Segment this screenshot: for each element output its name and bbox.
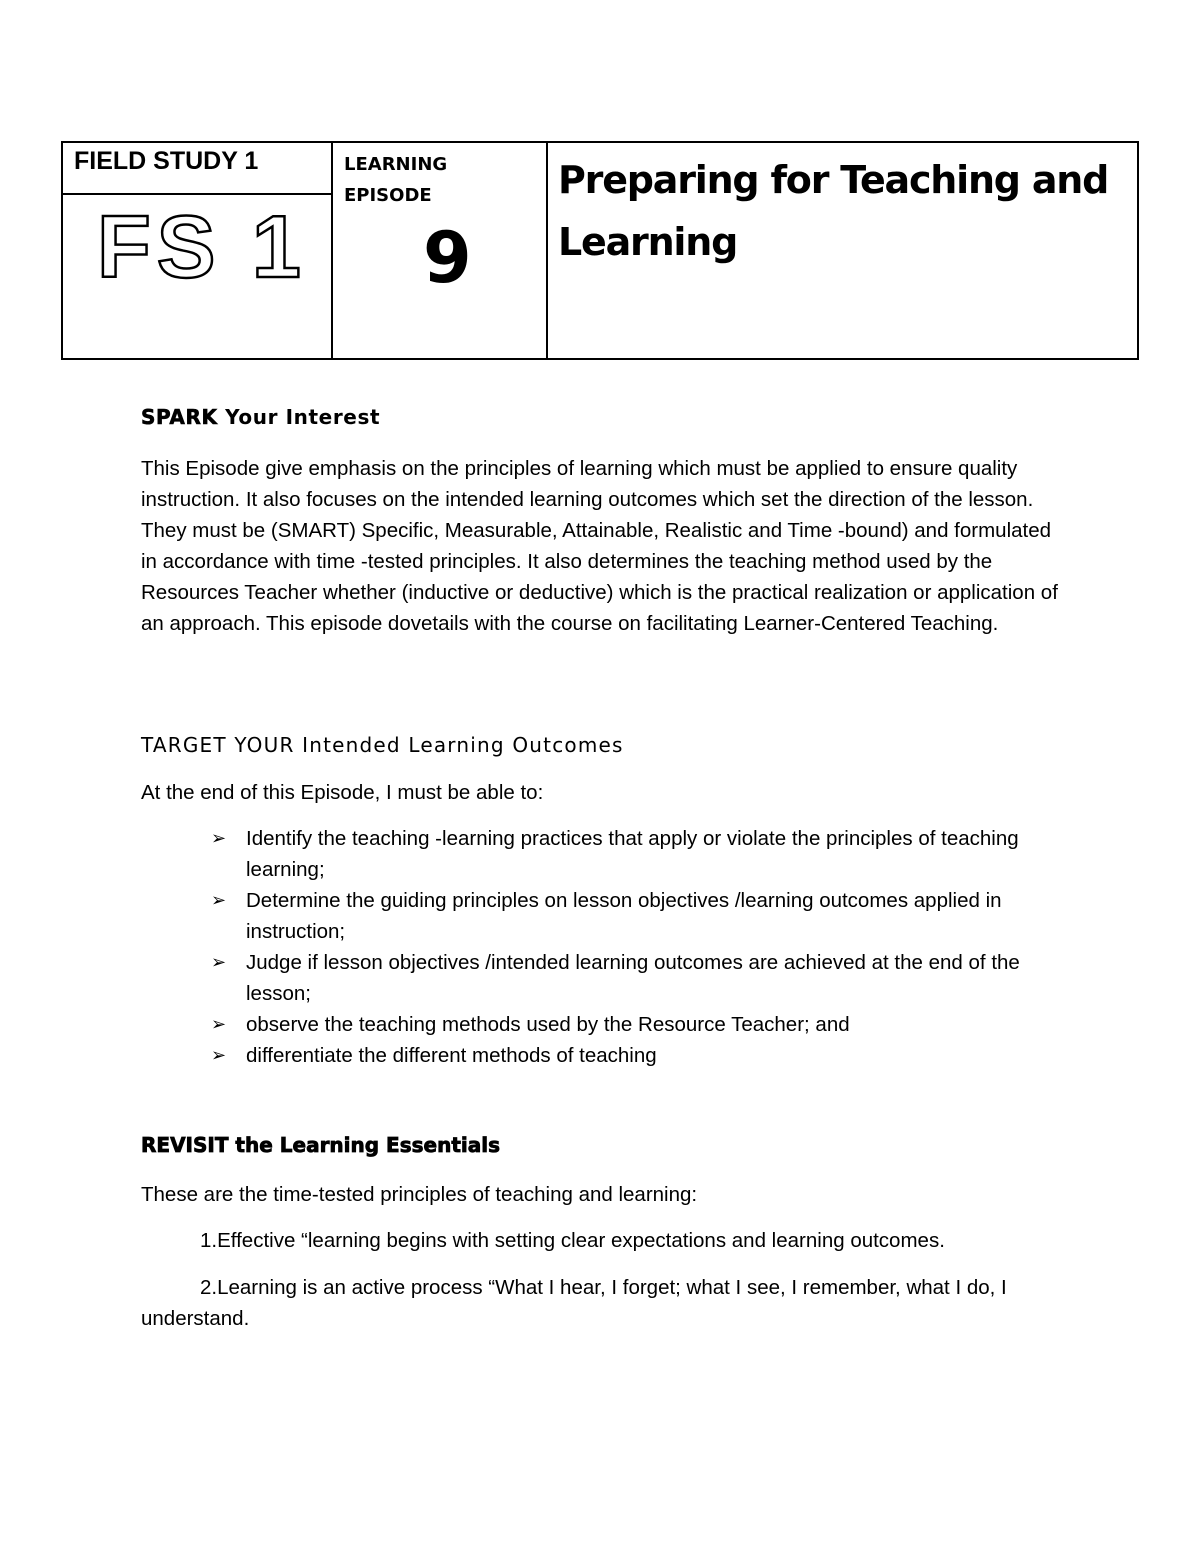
episode-label: LEARNING EPISODE — [344, 154, 448, 206]
target-lead: At the end of this Episode, I must be able to: — [141, 781, 544, 804]
title-cell — [548, 143, 1137, 358]
fs-badge: FS 1 — [97, 197, 307, 296]
outcome-text: Judge if lesson objectives /intended learning outcomes are achieved at the end of the lesson; — [246, 951, 1020, 1005]
spark-paragraph: This Episode give emphasis on the principles of learning which must be applied to ensure quality instruction. It also focuses on the intended learning outcomes which set the direction of the lesson. They must be (SMART) Specific, Measurable, Attainable, Realistic and Time -bound) and formulated in accordance with time -tested principles. It also determines the teaching method used by the Resources Teacher whether (inductive or deductive) which is the practical realization or application of an approach. This episode dovetails with the course on facilitating Learner-Centered Teaching. — [141, 457, 1058, 635]
field-study-label: FIELD STUDY 1 — [74, 147, 259, 175]
arrow-bullet-icon: ➢ — [211, 1045, 227, 1066]
spark-heading — [141, 405, 380, 429]
outcomes-list — [211, 823, 1061, 1071]
episode-number: 9 — [423, 217, 472, 299]
arrow-bullet-icon: ➢ — [211, 890, 227, 911]
outcome-text: Determine the guiding principles on lesson objectives /learning outcomes applied in instruction; — [246, 889, 1002, 943]
field-study-label-cell — [63, 143, 331, 195]
outcome-text: Identify the teaching -learning practices that apply or violate the principles of teaching learning; — [246, 827, 1019, 881]
list-item — [211, 1040, 1061, 1071]
revisit-heading: REVISIT the Learning Essentials — [141, 1133, 500, 1157]
list-item — [211, 947, 1061, 1009]
spark-heading-strong: SPARK — [141, 405, 218, 429]
principle-item: 2.Learning is an active process “What I hear, I forget; what I see, I remember, what I do, I understand. — [141, 1276, 1007, 1330]
episode-cell — [333, 143, 548, 358]
revisit-lead: These are the time-tested principles of teaching and learning: — [141, 1183, 698, 1206]
header-table — [61, 141, 1139, 360]
page-title: Preparing for Teaching and Learning — [558, 158, 1109, 264]
arrow-bullet-icon: ➢ — [211, 1014, 227, 1035]
arrow-bullet-icon: ➢ — [211, 952, 227, 973]
spark-heading-rest: Your Interest — [217, 405, 381, 429]
list-item — [211, 885, 1061, 947]
list-item — [211, 1009, 1061, 1040]
list-item — [211, 823, 1061, 885]
outcome-text: observe the teaching methods used by the Resource Teacher; and — [246, 1013, 850, 1036]
target-heading: TARGET YOUR Intended Learning Outcomes — [141, 733, 624, 757]
arrow-bullet-icon: ➢ — [211, 828, 227, 849]
field-study-cell — [63, 143, 333, 358]
outcome-text: differentiate the different methods of teaching — [246, 1044, 657, 1067]
principle-item: 1.Effective “learning begins with setting clear expectations and learning outcomes. — [200, 1229, 945, 1252]
